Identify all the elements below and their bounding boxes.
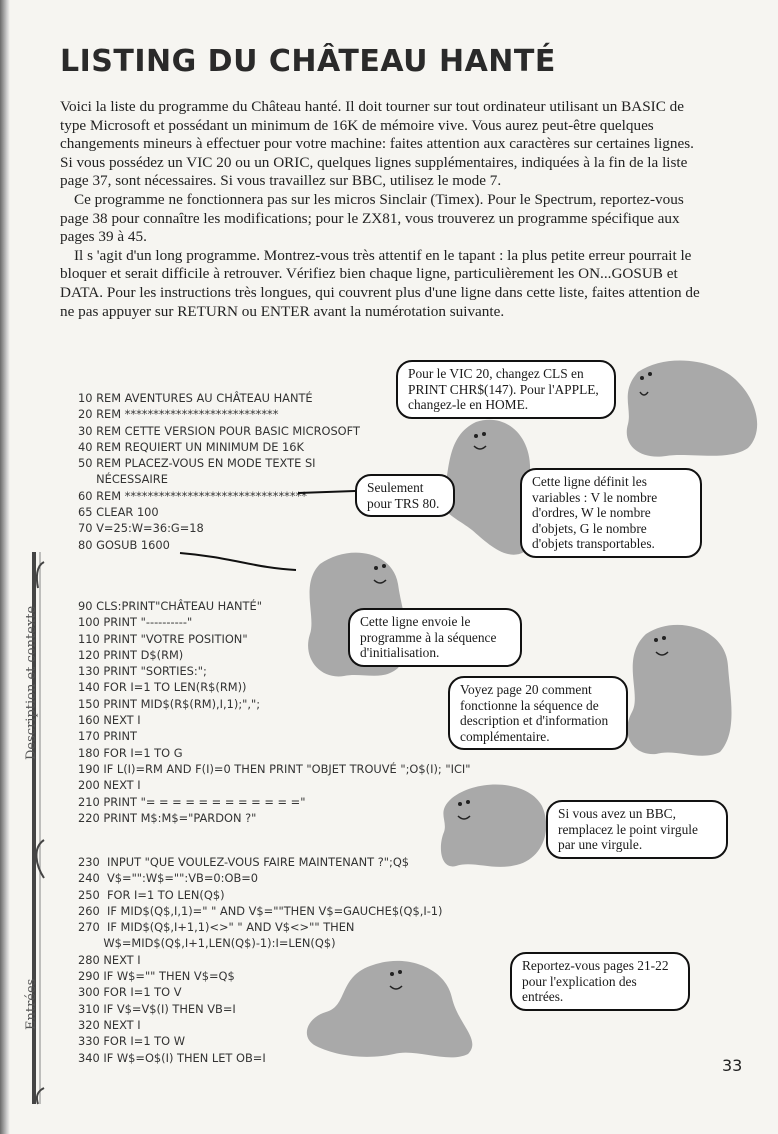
bubble-pages-21-22: Reportez-vous pages 21-22 pour l'explication des entrées. [510,952,690,1011]
sidebar-label-entries: Entrées [24,978,39,1030]
bubble-page20: Voyez page 20 comment fonctionne la séquence de description et d'information complémentaire. [448,676,628,750]
code-listing-description: 90 CLS:PRINT"CHÂTEAU HANTÉ" 100 PRINT "----------" 110 PRINT "VOTRE POSITION" 120 PRINT D$(RM) 130 PRINT "SORTIES:"; 140 FOR I=1 TO LEN(R$(RM)) 150 PRINT MID$(R$(RM),I,1);","; 160 NEXT I 170 PRINT 180 FOR I=1 TO G 190 IF L(I)=RM AND F(I)=0 THEN PRINT "OBJET TROUVÉ ";O$(I); "ICI" 200 NEXT I 210 PRINT "= = = = = = = = = = = =" 220 PRINT M$:M$="PARDON ?" [78,599,471,825]
bubble-initialisation: Cette ligne envoie le programme à la séquence d'initialisation. [348,608,522,667]
bubble-variables: Cette ligne définit les variables : V le nombre d'ordres, W le nombre d'objets, G le nombre d'objets transportables. [520,468,702,558]
code-listing-entries: 230 INPUT "QUE VOULEZ-VOUS FAIRE MAINTENANT ?";Q$ 240 V$="":W$="":VB=0:OB=0 250 FOR I=1 TO LEN(Q$) 260 IF MID$(Q$,I,1)=" " AND V$=""THEN V$=GAUCHE$(Q$,I-1) 270 IF MID$(Q$,I+1,1)<>" " AND V$<>"" THEN W$=MID$(Q$,I+1,LEN(Q$)-1):I=LEN(Q$) 280 NEXT I 290 IF W$="" THEN V$=Q$ 300 FOR I=1 TO V 310 IF V$=V$(I) THEN VB=I 320 NEXT I 330 FOR I=1 TO W 340 IF W$=O$(I) THEN LET OB=I [78,855,443,1065]
ghost-illustration-top-right [618,352,766,460]
intro-paragraph-1: Voici la liste du programme du Château hanté. Il doit tourner sur tout ordinateur utilisant un BASIC de type Microsoft et possédant un minimum de 16K de mémoire vive. Vous aurez peut-être quelques changements mineurs à effectuer pour votre machine: faites attention aux caractères sur certaines lignes. Si vous possédez un VIC 20 ou un ORIC, quelques lignes supplémentaires, indiquées à la fin de la liste page 37, sont nécessaires. Si vous travaillez sur BBC, utilisez le mode 7. [60,98,694,190]
ghost-illustration-right [616,614,740,764]
bubble-vic20-apple: Pour le VIC 20, changez CLS en PRINT CHR$(147). Pour l'APPLE, changez-le en HOME. [396,360,616,419]
bubble-trs80: Seulement pour TRS 80. [355,474,455,517]
ghost-illustration-bbc [438,776,552,874]
page-title: LISTING DU CHÂTEAU HANTÉ [60,44,556,79]
page-number: 33 [722,1056,743,1075]
ghost-illustration-bottom [296,952,486,1062]
sidebar-label-description: Description et contexte [24,605,39,760]
intro-paragraph-2: Ce programme ne fonctionnera pas sur les micros Sinclair (Timex). Pour le Spectrum, reportez-vous page 38 pour connaître les modifications; pour le ZX81, vous trouverez un programme spécifique aux pages 39 à 45. [60,190,684,246]
bubble-bbc: Si vous avez un BBC, remplacez le point virgule par une virgule. [546,800,728,859]
code-listing-init: 10 REM AVENTURES AU CHÂTEAU HANTÉ 20 REM *************************** 30 REM CETTE VERSION POUR BASIC MICROSOFT 40 REM REQUIERT UN MINIMUM DE 16K 50 REM PLACEZ-VOUS EN MODE TEXTE SI NÉCESSAIRE 60 REM ******************************** 65 CLEAR 100 70 V=25:W=36:G=18 80 GOSUB 1600 [78,391,360,552]
intro-paragraph-3: Il s 'agit d'un long programme. Montrez-vous très attentif en le tapant : la plus petite erreur pourrait le bloquer et serait difficile à retrouver. Vérifiez bien chaque ligne, particulièrement les ON...GOSUB et DATA. Pour les instructions très longues, qui couvrent plus d'une ligne dans cette liste, faites attention de ne pas appuyer sur RETURN ou ENTER avant la numérotation suivante. [60,246,700,320]
